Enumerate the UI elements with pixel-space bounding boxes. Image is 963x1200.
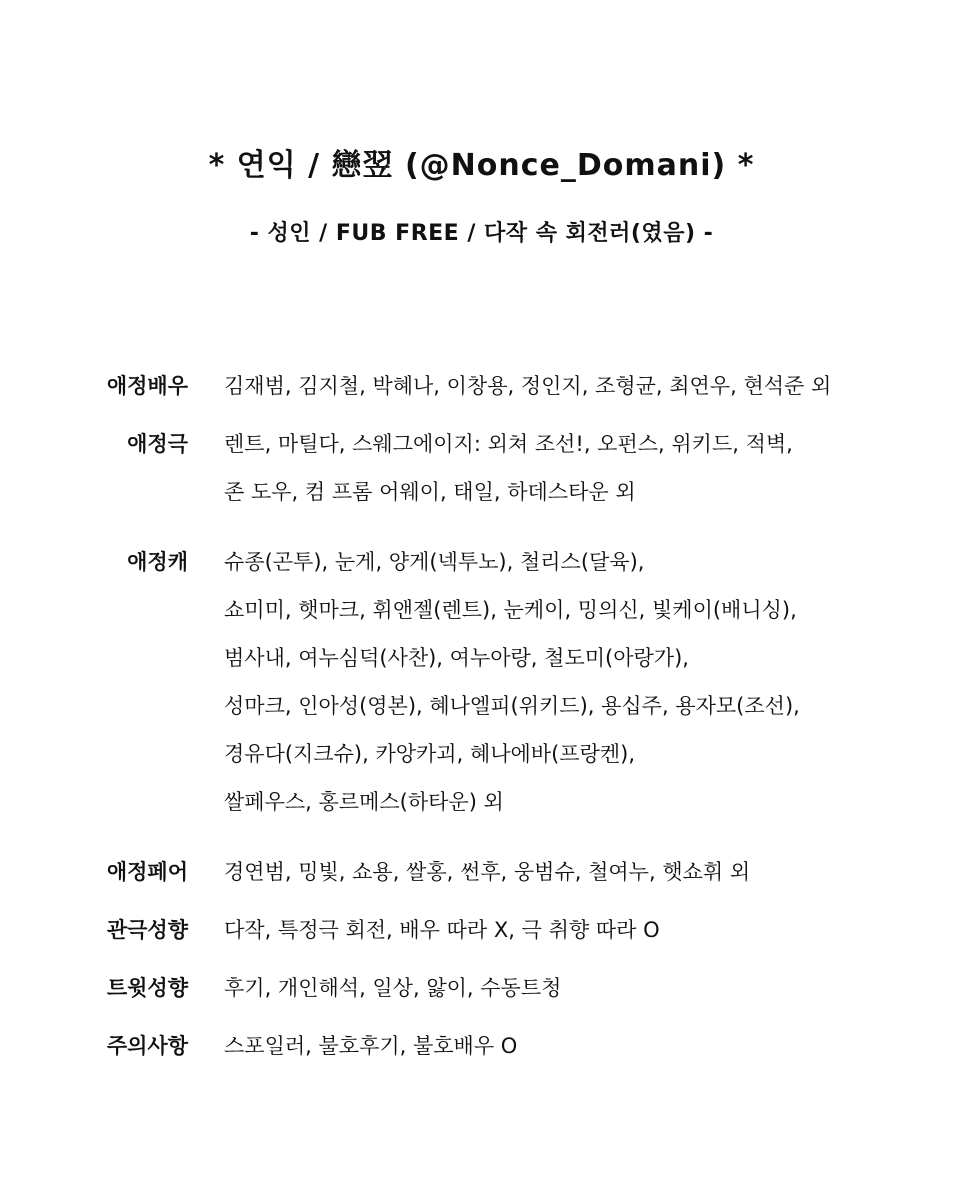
content-characters (224, 538, 944, 826)
pairs-line: 경연범, 밍빛, 쇼용, 쌀홍, 썬후, 웅범슈, 철여누, 햇쇼휘 외 (224, 860, 751, 884)
content-shows (224, 420, 944, 516)
content-tweets (224, 964, 944, 1012)
row-shows (0, 420, 963, 516)
label-viewing: 관극성향 (106, 918, 188, 942)
viewing-line: 다작, 특정극 회전, 배우 따라 X, 극 취향 따라 O (224, 918, 660, 942)
characters-line: 범사내, 여누심덕(사찬), 여누아랑, 철도미(아랑가), (224, 646, 689, 670)
page-title: * 연익 / 戀翌 (@Nonce_Domani) * (208, 148, 755, 183)
notes-line: 스포일러, 불호후기, 불호배우 O (224, 1034, 518, 1058)
characters-line: 성마크, 인아성(영본), 혜나엘피(위키드), 용십주, 용자모(조선), (224, 694, 800, 718)
content-pairs (224, 848, 944, 896)
label-shows: 애정극 (127, 432, 188, 456)
row-pairs (0, 848, 963, 896)
characters-line: 슈종(곤투), 눈게, 양게(넥투노), 철리스(달육), (224, 550, 645, 574)
row-tweets (0, 964, 963, 1012)
content-notes (224, 1022, 944, 1070)
shows-line: 렌트, 마틸다, 스웨그에이지: 외쳐 조선!, 오펀스, 위키드, 적벽, (224, 432, 793, 456)
page-subtitle: - 성인 / FUB FREE / 다작 속 회전러(였음) - (249, 221, 714, 246)
profile-rows (0, 362, 963, 1070)
characters-line: 경유다(지크슈), 카앙카괴, 혜나에바(프랑켄), (224, 742, 636, 766)
shows-line: 존 도우, 컴 프롬 어웨이, 태일, 하데스타운 외 (224, 480, 636, 504)
row-notes (0, 1022, 963, 1070)
row-viewing (0, 906, 963, 954)
content-viewing (224, 906, 944, 954)
tweets-line: 후기, 개인해석, 일상, 앓이, 수동트청 (224, 976, 562, 1000)
label-actors: 애정배우 (106, 374, 188, 398)
row-characters (0, 538, 963, 826)
actors-line: 김재범, 김지철, 박혜나, 이창용, 정인지, 조형균, 최연우, 현석준 외 (224, 374, 832, 398)
label-notes: 주의사항 (106, 1034, 188, 1058)
characters-line: 쌀페우스, 홍르메스(하타운) 외 (224, 790, 504, 814)
row-actors (0, 362, 963, 410)
characters-line: 쇼미미, 햇마크, 휘앤젤(렌트), 눈케이, 밍의신, 빛케이(배니싱), (224, 598, 797, 622)
label-pairs: 애정페어 (106, 860, 188, 884)
content-actors (224, 362, 944, 410)
label-characters: 애정캐 (127, 550, 188, 574)
label-tweets: 트윗성향 (106, 976, 188, 1000)
